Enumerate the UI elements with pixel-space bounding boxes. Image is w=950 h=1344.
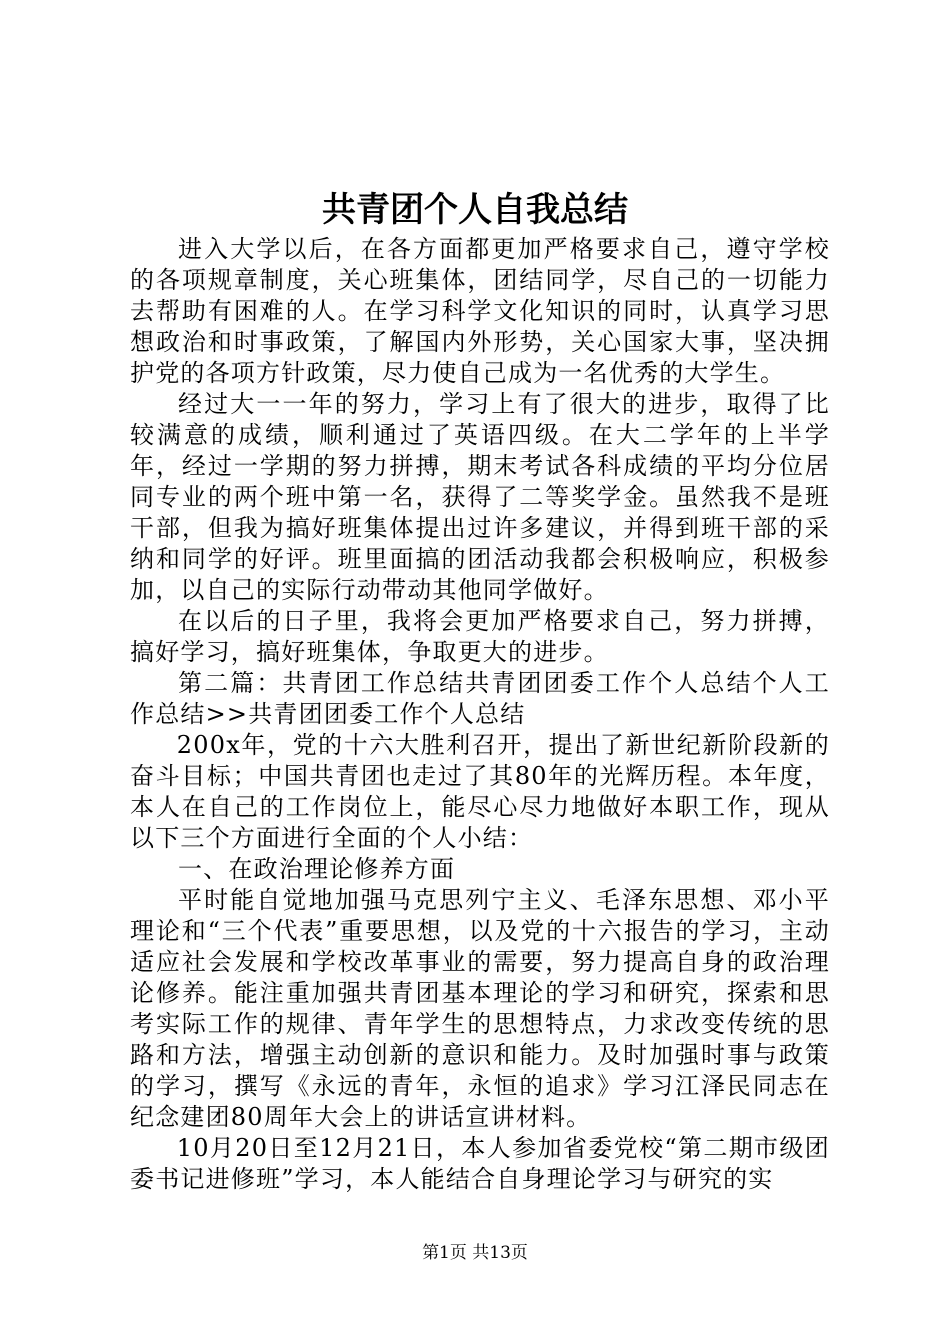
paragraph: 200x年，党的十六大胜利召开，提出了新世纪新阶段新的奋斗目标；中国共青团也走过了其80年的光辉历程。本年度，本人在自己的工作岗位上，能尽心尽力地做好本职工作，现从以下三个方面进行全面的个人小结： [130, 731, 830, 852]
paragraph: 进入大学以后，在各方面都更加严格要求自己，遵守学校的各项规章制度，关心班集体，团结同学，尽自己的一切能力去帮助有困难的人。在学习科学文化知识的同时，认真学习思想政治和时事政策，了解国内外形势，关心国家大事，坚决拥护党的各项方针政策，尽力使自己成为一名优秀的大学生。 [130, 235, 830, 387]
page-number-footer: 第1页 共13页 [422, 1243, 528, 1263]
document-body [130, 234, 830, 1195]
paragraph: 第二篇：共青团工作总结共青团团委工作个人总结个人工作总结>>共青团团委工作个人总结 [130, 669, 830, 728]
paragraph: 平时能自觉地加强马克思列宁主义、毛泽东思想、邓小平理论和“三个代表”重要思想，以及党的十六报告的学习，主动适应社会发展和学校改革事业的需要，努力提高自身的政治理论修养。能注重加强共青团基本理论的学习和研究，探索和思考实际工作的规律、青年学生的思想特点，力求改变传统的思路和方法，增强主动创新的意识和能力。及时加强时事与政策的学习，撰写《永远的青年，永恒的追求》学习江泽民同志在纪念建团80周年大会上的讲话宣讲材料。 [130, 886, 830, 1131]
document-title: 共青团个人自我总结 [322, 190, 628, 230]
paragraph: 经过大一一年的努力，学习上有了很大的进步，取得了比较满意的成绩，顺利通过了英语四级。在大二学年的上半学年，经过一学期的努力拼搏，期末考试各科成绩的平均分位居同专业的两个班中第一名，获得了二等奖学金。虽然我不是班干部，但我为搞好班集体提出过许多建议，并得到班干部的采纳和同学的好评。班里面搞的团活动我都会积极响应，积极参加，以自己的实际行动带动其他同学做好。 [130, 390, 830, 604]
paragraph: 在以后的日子里，我将会更加严格要求自己，努力拼搏，搞好学习，搞好班集体，争取更大的进步。 [130, 607, 830, 666]
section-heading: 一、在政治理论修养方面 [178, 855, 456, 883]
paragraph: 10月20日至12月21日，本人参加省委党校“第二期市级团委书记进修班”学习，本人能结合自身理论学习与研究的实 [130, 1134, 830, 1193]
